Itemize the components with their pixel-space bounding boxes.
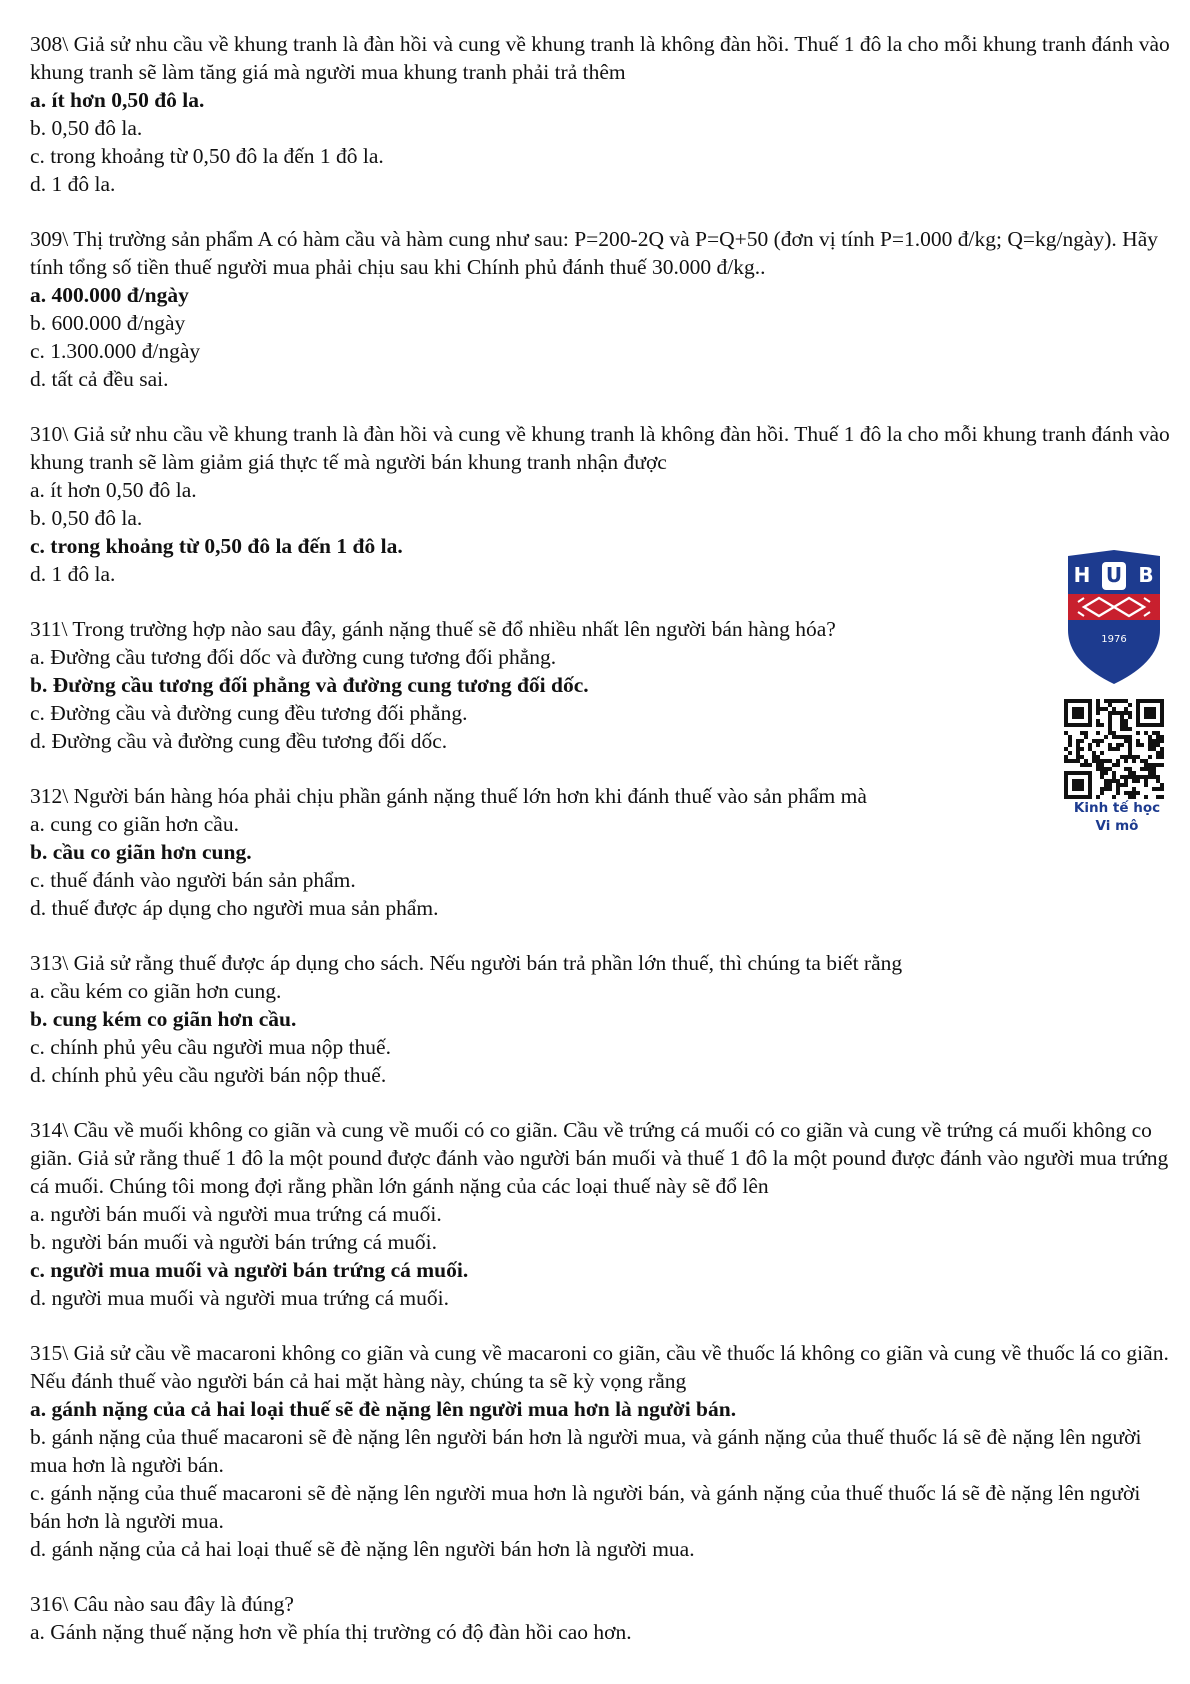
question-stem: 311\ Trong trường hợp nào sau đây, gánh nặng thuế sẽ đổ nhiều nhất lên người bán hàng hóa? (30, 617, 836, 641)
option-d: d. Đường cầu và đường cung đều tương đối dốc. (30, 729, 448, 753)
logo-letter-h: H (1073, 563, 1091, 587)
question-316 (30, 1590, 1170, 1646)
option-b: b. 0,50 đô la. (30, 506, 143, 530)
option-c: c. Đường cầu và đường cung đều tương đối phẳng. (30, 701, 468, 725)
option-c: c. 1.300.000 đ/ngày (30, 339, 201, 363)
option-c: c. người mua muối và người bán trứng cá muối. (30, 1258, 469, 1282)
option-a: a. ít hơn 0,50 đô la. (30, 88, 205, 112)
badge-line-1: Kinh tế học (1073, 800, 1161, 816)
option-c: c. trong khoảng từ 0,50 đô la đến 1 đô la. (30, 534, 403, 558)
option-a: a. Gánh nặng thuế nặng hơn về phía thị trường có độ đàn hồi cao hơn. (30, 1620, 632, 1644)
option-b: b. cung kém co giãn hơn cầu. (30, 1007, 297, 1031)
option-b: b. cầu co giãn hơn cung. (30, 840, 252, 864)
question-stem: 314\ Cầu về muối không co giãn và cung về muối có co giãn. Cầu về trứng cá muối có co giãn và cung về trứng cá muối không co giãn. Giả sử rằng thuế 1 đô la một pound được đánh vào người bán muối và thuế 1 đô la một pound được đánh vào người mua trứng cá muối. Chúng tôi mong đợi rằng phần lớn gánh nặng của các loại thuế này sẽ đổ lên (30, 1118, 1169, 1198)
option-b: b. gánh nặng của thuế macaroni sẽ đè nặng lên người bán hơn là người mua, và gánh nặng của thuế thuốc lá sẽ đè nặng lên người mua hơn là người bán. (30, 1425, 1142, 1477)
question-312 (30, 782, 1170, 922)
question-stem: 312\ Người bán hàng hóa phải chịu phần gánh nặng thuế lớn hơn khi đánh thuế vào sản phẩm mà (30, 784, 867, 808)
option-b: b. người bán muối và người bán trứng cá muối. (30, 1230, 438, 1254)
logo-year: 1976 (1101, 634, 1127, 645)
badge-line-2: Vi mô (1095, 818, 1139, 834)
question-stem: 313\ Giả sử rằng thuế được áp dụng cho sách. Nếu người bán trả phần lớn thuế, thì chúng ta biết rằng (30, 951, 903, 975)
hub-logo-icon (1064, 550, 1164, 685)
logo-letter-u: U (1105, 563, 1123, 587)
question-315 (30, 1339, 1170, 1563)
option-a: a. Đường cầu tương đối dốc và đường cung tương đối phẳng. (30, 645, 557, 669)
question-stem: 315\ Giả sử cầu về macaroni không co giãn và cung về macaroni co giãn, cầu về thuốc lá không co giãn và cung về thuốc lá co giãn. Nếu đánh thuế vào người bán cả hai mặt hàng này, chúng ta sẽ kỳ vọng rằng (30, 1341, 1169, 1393)
question-313 (30, 949, 1170, 1089)
option-c: c. chính phủ yêu cầu người mua nộp thuế. (30, 1035, 391, 1059)
option-c: c. gánh nặng của thuế macaroni sẽ đè nặng lên người mua hơn là người bán, và gánh nặng của thuế thuốc lá sẽ đè nặng lên người bán hơn là người mua. (30, 1481, 1141, 1533)
option-d: d. người mua muối và người mua trứng cá muối. (30, 1286, 449, 1310)
option-c: c. thuế đánh vào người bán sản phẩm. (30, 868, 356, 892)
question-309 (30, 225, 1170, 393)
option-d: d. 1 đô la. (30, 562, 116, 586)
hub-badge (1058, 550, 1178, 835)
option-d: d. tất cả đều sai. (30, 367, 169, 391)
option-d: d. gánh nặng của cả hai loại thuế sẽ đè nặng lên người bán hơn là người mua. (30, 1537, 695, 1561)
option-d: d. 1 đô la. (30, 172, 116, 196)
document-body (30, 30, 1170, 1673)
option-b: b. 0,50 đô la. (30, 116, 143, 140)
option-a: a. cầu kém co giãn hơn cung. (30, 979, 282, 1003)
option-d: d. thuế được áp dụng cho người mua sản phẩm. (30, 896, 439, 920)
option-a: a. 400.000 đ/ngày (30, 283, 189, 307)
option-c: c. trong khoảng từ 0,50 đô la đến 1 đô la. (30, 144, 384, 168)
question-311 (30, 615, 1170, 755)
question-stem: 310\ Giả sử nhu cầu về khung tranh là đàn hồi và cung về khung tranh là không đàn hồi. Thuế 1 đô la cho mỗi khung tranh đánh vào khung tranh sẽ làm giảm giá thực tế mà người bán khung tranh nhận được (30, 422, 1170, 474)
logo-letter-b: B (1138, 563, 1154, 587)
option-a: a. ít hơn 0,50 đô la. (30, 478, 197, 502)
option-a: a. cung co giãn hơn cầu. (30, 812, 239, 836)
option-a: a. người bán muối và người mua trứng cá muối. (30, 1202, 442, 1226)
option-b: b. Đường cầu tương đối phẳng và đường cung tương đối dốc. (30, 673, 589, 697)
option-a: a. gánh nặng của cả hai loại thuế sẽ đè nặng lên người mua hơn là người bán. (30, 1397, 737, 1421)
question-stem: 316\ Câu nào sau đây là đúng? (30, 1592, 294, 1616)
question-308 (30, 30, 1170, 198)
option-d: d. chính phủ yêu cầu người bán nộp thuế. (30, 1063, 387, 1087)
qr-code-icon (1064, 699, 1164, 799)
option-b: b. 600.000 đ/ngày (30, 311, 186, 335)
question-stem: 308\ Giả sử nhu cầu về khung tranh là đàn hồi và cung về khung tranh là không đàn hồi. Thuế 1 đô la cho mỗi khung tranh đánh vào khung tranh sẽ làm tăng giá mà người mua khung tranh phải trả thêm (30, 32, 1170, 84)
question-stem: 309\ Thị trường sản phẩm A có hàm cầu và hàm cung như sau: P=200-2Q và P=Q+50 (đơn vị tính P=1.000 đ/kg; Q=kg/ngày). Hãy tính tổng số tiền thuế người mua phải chịu sau khi Chính phủ đánh thuế 30.000 đ/kg.. (30, 227, 1159, 279)
question-310 (30, 420, 1170, 588)
question-314 (30, 1116, 1170, 1312)
